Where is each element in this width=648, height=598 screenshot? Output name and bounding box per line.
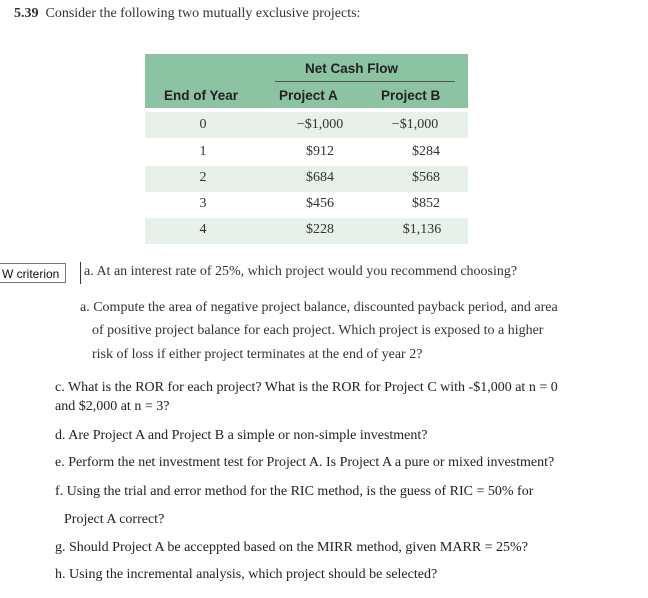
- project-b-cell: $568: [412, 170, 440, 185]
- question-a-line1: a. Compute the area of negative project balance, discounted payback period, and area: [80, 300, 558, 315]
- year-cell: 1: [199, 144, 207, 159]
- header-rule: [275, 81, 455, 82]
- project-a-cell: $684: [306, 170, 334, 185]
- problem-statement: Consider the following two mutually exclusive projects:: [45, 6, 361, 21]
- project-a-cell: $228: [306, 222, 334, 237]
- question-f-line2: Project A correct?: [64, 512, 165, 527]
- question-e: e. Perform the net investment test for Project A. Is Project A a pure or mixed investment?: [55, 455, 555, 470]
- question-a-line3: risk of loss if either project terminates at the end of year 2?: [92, 347, 423, 362]
- cash-flow-table: [145, 54, 468, 244]
- question-first: a. At an interest rate of 25%, which project would you recommend choosing?: [84, 264, 518, 279]
- year-cell: 0: [199, 117, 207, 132]
- question-g: g. Should Project A be acceppted based on the MIRR method, given MARR = 25%?: [55, 540, 528, 555]
- project-a-cell: −$1,000: [296, 117, 344, 132]
- problem-number: 5.39: [14, 6, 39, 21]
- project-b-cell: $284: [412, 144, 440, 159]
- side-tag: W criterion: [0, 263, 66, 283]
- year-cell: 3: [199, 196, 207, 211]
- question-d: d. Are Project A and Project B a simple or non-simple investment?: [55, 428, 428, 443]
- end-of-year-header: End of Year: [164, 88, 239, 103]
- question-h: h. Using the incremental analysis, which project should be selected?: [55, 567, 438, 582]
- project-a-cell: $456: [306, 196, 334, 211]
- project-a-cell: $912: [306, 144, 334, 159]
- problem-heading: [14, 6, 360, 22]
- question-c-line1: c. What is the ROR for each project? What is the ROR for Project C with -$1,000 at n = 0: [55, 380, 558, 395]
- divider-line: [80, 262, 81, 284]
- project-b-cell: $1,136: [402, 222, 442, 237]
- question-a-line2: of positive project balance for each project. Which project is exposed to a higher: [92, 323, 544, 338]
- project-b-cell: $852: [412, 196, 440, 211]
- year-cell: 4: [199, 222, 207, 237]
- project-b-cell: −$1,000: [391, 117, 439, 132]
- project-b-header: Project B: [381, 88, 441, 103]
- year-cell: 2: [199, 170, 207, 185]
- question-c-line2: and $2,000 at n = 3?: [55, 399, 170, 414]
- net-cash-flow-header: Net Cash Flow: [305, 61, 399, 76]
- project-a-header: Project A: [279, 88, 338, 103]
- question-f-line1: f. Using the trial and error method for the RIC method, is the guess of RIC = 50% for: [55, 484, 534, 499]
